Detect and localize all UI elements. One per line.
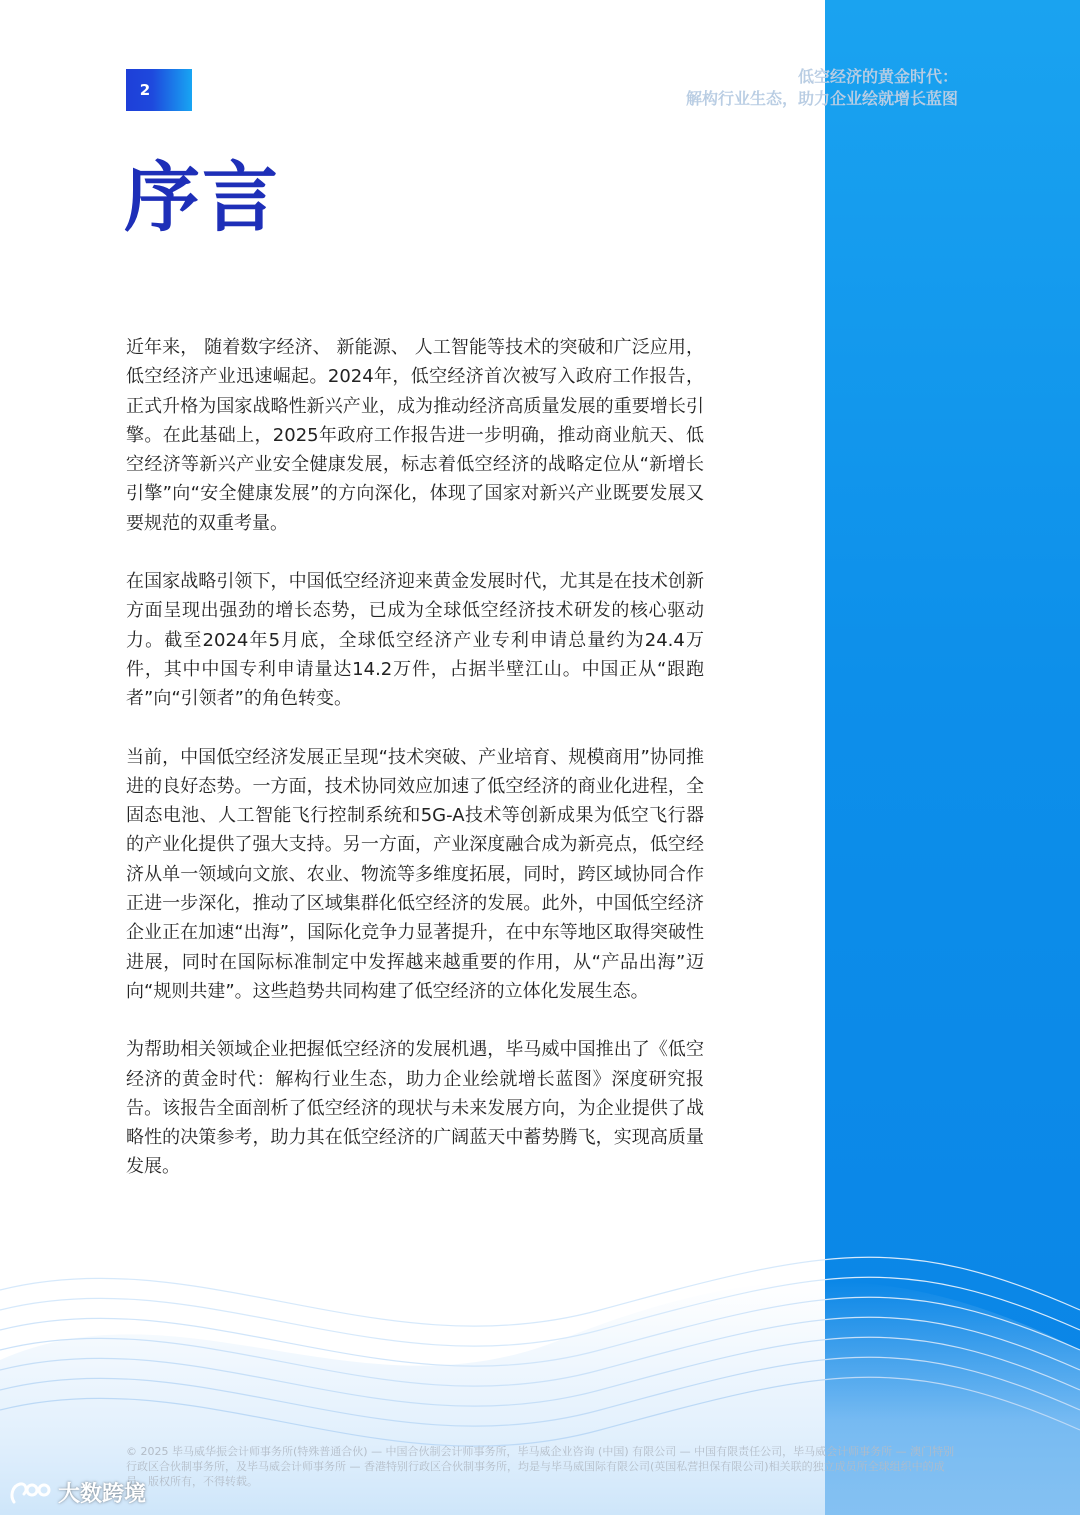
paragraph-3: 当前，中国低空经济发展正呈现“技术突破、产业培育、规模商用”协同推进的良好态势。一方面，技术协同效应加速了低空经济的商业化进程，全固态电池、人工智能飞行控制系统和5G-A技术等创新成果为低空飞行器的产业化提供了强大支持。另一方面，产业深度融合成为新亮点，低空经济从单一领域向文旅、农业、物流等多维度拓展，同时，跨区域协同合作正进一步深化，推动了区域集群化低空经济的发展。此外，中国低空经济企业正在加速“出海”，国际化竞争力显著提升，在中东等地区取得突破性进展，同时在国际标准制定中发挥越来越重要的作用，从“产品出海”迈向“规则共建”。这些趋势共同构建了低空经济的立体化发展生态。 (126, 746, 704, 1002)
copyright-footer: © 2025 毕马威华振会计师事务所(特殊普通合伙) — 中国合伙制会计师事务所，毕马威企业咨询 (中国) 有限公司 — 中国有限责任公司，毕马威会计师事务所 — 澳门特别行政区合伙制事务所，及毕马威会计师事务所 — 香港特别行政区合伙制事务所，均是与毕马威国际有限公司(英国私营担保有限公司)相关联的独立成员所全球组织中的成员。版权所有，不得转载。 (126, 1445, 955, 1488)
paragraph-4: 为帮助相关领域企业把握低空经济的发展机遇，毕马威中国推出了《低空经济的黄金时代：解构行业生态，助力企业绘就增长蓝图》深度研究报告。该报告全面剖析了低空经济的现状与未来发展方向，为企业提供了战略性的决策参考，助力其在低空经济的广阔蓝天中蓄势腾飞，实现高质量发展。 (126, 1039, 704, 1178)
paragraph-1: 近年来， 随着数字经济、 新能源、 人工智能等技术的突破和广泛应用，低空经济产业迅速崛起。2024年，低空经济首次被写入政府工作报告，正式升格为国家战略性新兴产业，成为推动经济高质量发展的重要增长引擎。在此基础上，2025年政府工作报告进一步明确，推动商业航天、低空经济等新兴产业安全健康发展，标志着低空经济的战略定位从“新增长引擎”向“安全健康发展”的方向深化，体现了国家对新兴产业既要发展又要规范的双重考量。 (126, 337, 704, 534)
report-header-title (686, 66, 958, 110)
page-number: 2 (139, 81, 151, 99)
report-title-line1: 低空经济的黄金时代： (797, 67, 958, 86)
page-number-badge (126, 69, 192, 111)
watermark-text: 大数跨境 (58, 1482, 147, 1507)
preface-body (126, 333, 704, 1211)
page-title: 序言 (124, 153, 280, 242)
paragraph-2: 在国家战略引领下，中国低空经济迎来黄金发展时代，尤其是在技术创新方面呈现出强劲的增长态势，已成为全球低空经济技术研发的核心驱动力。截至2024年5月底，全球低空经济产业专利申请总量约为24.4万件，其中中国专利申请量达14.2万件，占据半壁江山。中国正从“跟跑者”向“引领者”的角色转变。 (126, 571, 704, 710)
report-title-line2: 解构行业生态，助力企业绘就增长蓝图 (685, 89, 958, 108)
brand-logo-icon (8, 1478, 52, 1508)
watermark (8, 1477, 146, 1508)
